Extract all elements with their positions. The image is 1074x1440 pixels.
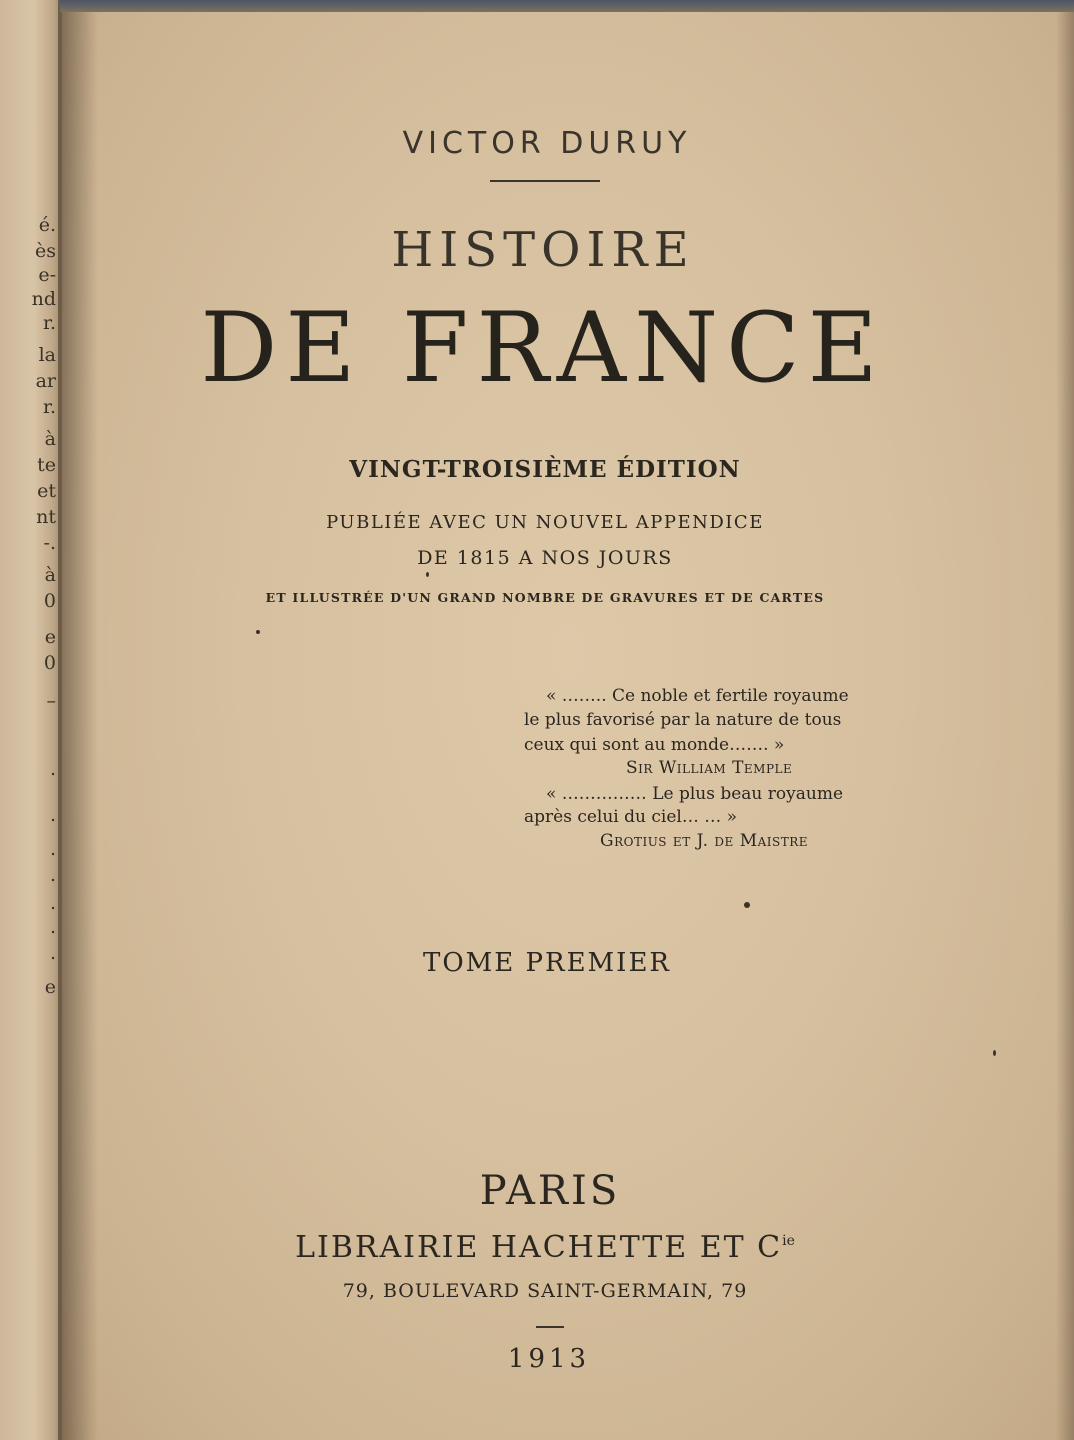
epigraph-quote-1-line-2: le plus favorisé par la nature de tous (524, 710, 842, 730)
paper-speck (993, 1050, 996, 1056)
paper-speck (426, 572, 429, 577)
edition-statement: VINGT-TROISIÈME ÉDITION (349, 456, 741, 483)
page-right-edge (1056, 0, 1074, 1440)
left-page-fragment: é. (38, 214, 56, 236)
left-page-fragment: r. (42, 396, 56, 418)
epigraph-quote-2-line-1: « …………… Le plus beau royaume (546, 784, 844, 804)
epigraph-quote-2-line-2: après celui du ciel… … » (524, 807, 738, 827)
epigraph-attribution-2: Grotius et J. de Maistre (600, 831, 809, 851)
left-page-fragment: 0 (43, 652, 56, 674)
imprint-year: 1913 (507, 1344, 591, 1374)
paper-speck (256, 630, 260, 634)
left-page-fragment: e (44, 626, 56, 648)
left-page-fragment: . (49, 804, 56, 826)
paper-speck (744, 902, 750, 908)
left-page-fragment: e (44, 976, 56, 998)
previous-page-edge (0, 0, 62, 1440)
left-page-fragment: et (37, 480, 56, 502)
left-page-fragment: . (49, 838, 56, 860)
left-page-fragment: . (49, 864, 56, 886)
publisher-suffix: ie (782, 1233, 795, 1249)
epigraph-attribution-1: Sir William Temple (626, 758, 793, 778)
left-page-fragment: la (38, 344, 56, 366)
imprint-address: 79, BOULEVARD SAINT-GERMAIN, 79 (342, 1280, 748, 1302)
left-page-fragment: . (49, 758, 56, 780)
left-page-fragment: . (49, 916, 56, 938)
subtitle-line-1: PUBLIÉE AVEC UN NOUVEL APPENDICE (326, 512, 764, 533)
left-page-fragment: à (44, 428, 56, 450)
left-page-fragment: ar (35, 370, 56, 392)
left-page-fragment: -. (43, 532, 56, 554)
left-page-fragment: te (37, 454, 56, 476)
imprint-city: PARIS (479, 1168, 621, 1214)
top-edge-shadow (60, 0, 1074, 12)
book-gutter-shadow (58, 0, 98, 1440)
subtitle-line-2: DE 1815 A NOS JOURS (417, 547, 673, 569)
left-page-fragment: . (49, 942, 56, 964)
left-page-fragment: – (46, 690, 56, 712)
title-line-2: DE FRANCE (200, 292, 886, 404)
left-page-fragment: ès (35, 240, 56, 262)
volume-label: TOME PREMIER (422, 948, 672, 978)
epigraph-quote-1-line-3: ceux qui sont au monde……. » (524, 735, 785, 755)
epigraph-quote-1-line-1: « …….. Ce noble et fertile royaume (546, 686, 849, 706)
left-page-fragment: e- (38, 264, 56, 286)
left-page-fragment: nt (36, 506, 56, 528)
left-page-fragment: à (44, 564, 56, 586)
left-page-fragment: nd (31, 288, 56, 310)
left-page-fragment: . (49, 892, 56, 914)
left-page-fragment: 0 (43, 590, 56, 612)
author-name: VICTOR DURUY (402, 126, 692, 161)
title-line-1: HISTOIRE (391, 222, 695, 278)
publisher-name: LIBRAIRIE HACHETTE ET C (295, 1230, 783, 1265)
imprint-publisher (16, 1230, 1074, 1265)
left-page-fragment: r. (42, 312, 56, 334)
author-rule (490, 180, 600, 182)
subtitle-line-3: ET ILLUSTRÉE D'UN GRAND NOMBRE DE GRAVURES ET DE CARTES (265, 590, 825, 605)
imprint-rule (536, 1326, 564, 1328)
